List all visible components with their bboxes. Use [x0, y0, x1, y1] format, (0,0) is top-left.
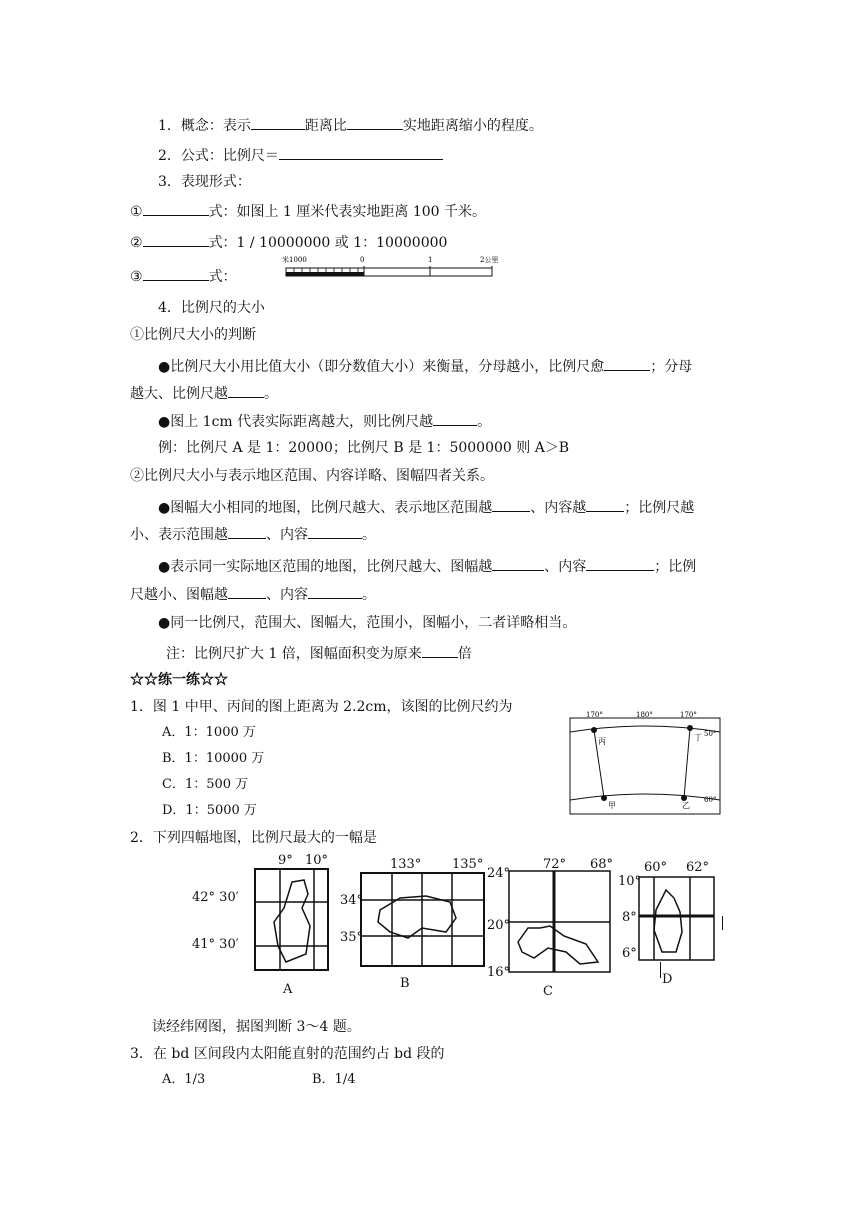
- bullet-1: ●比例尺大小用比值大小（即分数值大小）来衡量，分母越小，比例尺愈 ；分母: [158, 355, 692, 377]
- form-1: ① 式：如图上 1 厘米代表实地距离 100 千米。: [130, 200, 486, 222]
- map-c: [508, 870, 612, 974]
- fig1-point-yi: 乙: [682, 801, 690, 810]
- bullet-3: ●图幅大小相同的地图，比例尺越大、表示地区范围越 、内容越 ；比例尺越: [158, 496, 694, 518]
- bullet-4-cont: 尺越小、图幅越 、内容 。: [130, 583, 376, 605]
- bullet-2: ●图上 1cm 代表实际距离越大，则比例尺越 。: [158, 410, 491, 432]
- fig1-lon-170-right: 170°: [680, 711, 697, 719]
- mapC-lat-24: 24°: [487, 866, 511, 881]
- scale-bar-left-label: 米1000: [282, 256, 307, 264]
- mapD-lon-62: 62°: [686, 860, 710, 875]
- mapA-lat-42-30: 42° 30′: [192, 890, 239, 905]
- mapB-label: B: [400, 976, 410, 991]
- relation-heading: ②比例尺大小与表示地区范围、内容详略、图幅四者关系。: [130, 468, 494, 484]
- bullet-4: ●表示同一实际地区范围的地图，比例尺越大、图幅越 、内容 ；比例: [158, 555, 696, 577]
- mapC-lon-72: 72°: [543, 857, 567, 872]
- fig1-point-bing: 丙: [598, 737, 606, 746]
- line-scale-bar: [280, 252, 500, 284]
- q1-option-a: A．1：1000 万: [162, 725, 256, 740]
- fig1-lat-60: 60°: [704, 796, 717, 804]
- q1-option-b: B．1：10000 万: [162, 751, 265, 766]
- mapD-marker-line: [660, 962, 661, 978]
- read-instruction: 读经纬网图，据图判断 3～4 题。: [152, 1019, 361, 1035]
- mapD-lat-8: 8°: [622, 910, 637, 925]
- map-b: [360, 872, 486, 968]
- example-line: 例：比例尺 A 是 1：20000；比例尺 B 是 1：5000000 则 A＞B: [158, 440, 570, 456]
- scale-tick-0: 0: [360, 256, 365, 264]
- mapA-label: A: [283, 982, 293, 997]
- map-d: [638, 876, 718, 962]
- bullet-1-cont: 越大、比例尺越 。: [130, 382, 278, 404]
- forms-heading: 3．表现形式：: [158, 174, 251, 190]
- margin-mark: [722, 916, 723, 930]
- mapC-lat-20: 20°: [487, 918, 511, 933]
- question-1: 1．图 1 中甲、丙间的图上距离为 2.2cm，该图的比例尺约为: [130, 699, 513, 715]
- q3-option-a: A．1/3: [162, 1072, 206, 1087]
- note-line: 注：比例尺扩大 1 倍，图幅面积变为原来 倍: [166, 642, 472, 664]
- question-2: 2．下列四幅地图，比例尺最大的一幅是: [130, 830, 377, 846]
- fig1-lat-50: 50°: [704, 730, 717, 738]
- form-3: ③ 式：: [130, 265, 237, 287]
- size-heading: 4．比例尺的大小: [158, 300, 265, 316]
- mapA-lon-9: 9°: [278, 853, 293, 868]
- mapB-lat-35: 35°: [340, 930, 364, 945]
- scale-tick-2: 2公里: [480, 256, 499, 264]
- mapC-label: C: [543, 984, 553, 999]
- form-2: ② 式：1 / 10000000 或 1：10000000: [130, 231, 447, 253]
- mapB-lon-135: 135°: [452, 857, 484, 872]
- fig1-point-ding: 丁: [694, 733, 702, 742]
- map-a: [254, 868, 330, 972]
- mapD-lat-6: 6°: [622, 946, 637, 961]
- q3-option-b: B．1/4: [312, 1072, 356, 1087]
- mapB-lat-34: 34°: [340, 893, 364, 908]
- mapC-lon-68: 68°: [590, 857, 614, 872]
- q1-option-d: D．1：5000 万: [162, 803, 257, 818]
- mapA-lon-10: 10°: [305, 853, 329, 868]
- mapC-lat-16: 16°: [487, 965, 511, 980]
- mapA-lat-41-30: 41° 30′: [192, 937, 239, 952]
- formula-line: 2．公式：比例尺＝: [158, 144, 443, 166]
- figure-1-graticule: [568, 708, 748, 818]
- mapB-lon-133: 133°: [390, 857, 422, 872]
- size-judge-heading: ①比例尺大小的判断: [130, 327, 256, 343]
- question-3: 3．在 bd 区间段内太阳能直射的范围约占 bd 段的: [130, 1046, 445, 1062]
- scale-tick-1: 1: [428, 256, 433, 264]
- mapD-lat-10: 10°: [618, 874, 642, 889]
- mapD-lon-60: 60°: [644, 860, 668, 875]
- fig1-lon-170-left: 170°: [586, 711, 603, 719]
- fig1-point-jia: 甲: [608, 801, 616, 810]
- bullet-3-cont: 小、表示范围越 、内容 。: [130, 523, 376, 545]
- q1-option-c: C．1：500 万: [162, 777, 249, 792]
- practice-heading: ☆☆练一练☆☆: [130, 672, 228, 688]
- mapD-label: D: [662, 972, 673, 987]
- concept-line: 1．概念：表示 距离比 实地距离缩小的程度。: [158, 114, 543, 136]
- fig1-lon-180: 180°: [636, 711, 653, 719]
- bullet-5: ●同一比例尺，范围大、图幅大，范围小，图幅小，二者详略相当。: [158, 615, 577, 631]
